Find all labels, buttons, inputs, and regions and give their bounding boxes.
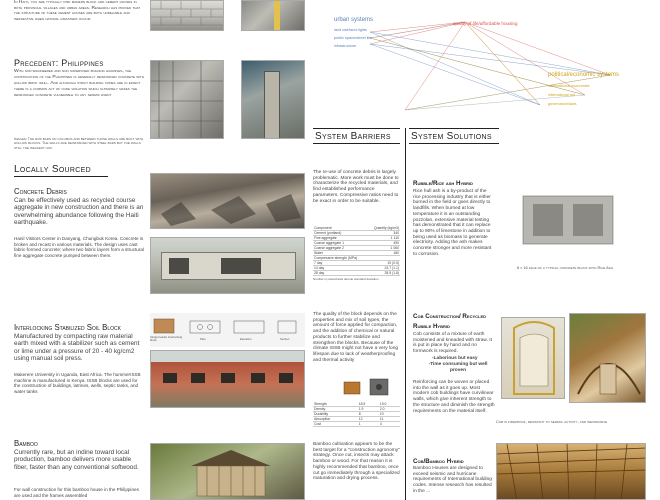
soil-photo-building [150,350,305,408]
table2-cell: 8 [358,412,379,417]
cob-bamboo-text: Bamboo Houses are designed to exceed seismic and hurricane requirements of International building codes. Intense research has resulted in the ... [413,466,492,494]
table1-cell: Fine aggregate [313,236,367,241]
cob-caption: Cob is fireproof, resistant to seismic activity, and inexpensive [496,419,608,424]
rice-text: Rice hull ash is a by-product of the rice processing industry that is either burned in the field or goes directly to landfills. When burned at low temperature it is an outstanding pozzolan, extensive material testing has demonstrated that it can replace up to 90% of limestone in addition to being used as biomass to generate electricity. Adding the ash makes concrete stronger and more resistant to corrosion. [413,189,492,257]
table1-cell: Cement (portland) [313,231,367,236]
table1-cell: 19 (0.5) [367,261,400,266]
soil-caption: Makerere University in Uganda, East Africa. The hummer!SSB machine is manufactured in Kenya. ISSB blocks are used for the construction of buildings, latrines, wells, septic tanks, and water tanks [14,372,141,394]
diagram-label-urban: urban systems [334,17,374,23]
table1-header-quantity: Quantity (kg/m3) [367,226,400,231]
bamboo-interior-photo [496,443,646,500]
table2-cell: 19.0 [379,402,400,407]
table2-cell: 12 [358,417,379,422]
soil-title: Interlocking Stabilized Soil Block [14,323,121,332]
solutions-rule-top [409,128,499,129]
bamboo-title: Bamboo [14,439,38,448]
debris-title: Concrete Debris [14,187,67,196]
table1-cell: 7 day [313,261,367,266]
table1-cell: 1 110 [367,236,400,241]
soil-lead: Manufactured by compacting raw material earth mixed with a stabilizer such as cement or lime under a pressure of 20 - 40 kg/cm2 using manual soil press. [14,333,140,363]
debris-lead: Can be effectively used as recycled course aggregate in new construction and there is an overwhelming abundance following the Haiti earthquake. [14,197,144,227]
table2-cell: 2.0 [379,407,400,412]
rice-title: Rubble/Rice ash Hybrid [413,180,473,187]
precedent-photo-reinforced [150,60,224,139]
locally-sourced-rule [14,176,108,177]
locally-sourced-title: Locally Sourced [14,164,91,175]
table2-cell: 18.5 [358,402,379,407]
debris-caption: Hanil Visitors Center in Danyang, Chungbuk Korea. Concrete is broken and recast in various materials. The design uses cast fabric-formed concrete; where two fabric layers form a structural fine aggregate concrete pumped between them. [14,236,144,258]
table2-cell: Absorption [313,417,358,422]
table1-cell: 180 [367,251,400,256]
table2-cell: Cost [313,422,358,427]
diagram-title-political: political/economic systems [548,72,620,78]
table1-cell: 14 day [313,266,367,271]
table1-cell: 28.5 (1.8) [367,271,400,276]
cob-point-1: -Laborious but easy [432,356,478,361]
cob-house-photo [501,317,565,399]
debris-photo-rubble [150,173,305,229]
diagram-item-aid: international aid [548,93,575,97]
intro-text: In Haiti, you are typically find modern block and cement houses in both provincial villages and urban areas. Research has proved that the structure of these cement houses are both unreliable and ineffective when natural disasters occur. [14,0,141,23]
debris-photo-visitor-center [150,237,305,294]
table1-cell: Compressive strength (MPa) [313,256,367,261]
barriers-title: System Barriers [315,131,391,142]
barriers-p2: The quality of the block depends on the properties and mix of soil types, the amount of force applied for compaction, and the addition of chemical or natural products to further stabilize and strengthen the blocks. Because of the climate ISSB might not have a very long lifespan due to lack of weatherproofing and thermal activity [313,312,399,363]
bamboo-lead: Currently rare, but an indine toward local production, bamboo delivers more usable fiber, faster than any conventional softwood. [14,449,139,471]
systems-diagram [310,0,660,118]
table2-cell: 1.9 [358,407,379,412]
table-row [313,422,400,427]
issb-blocks-image [340,376,400,398]
barriers-rule-bottom [313,143,400,144]
diagram-label-land: land use/land rights [334,28,367,32]
issb-test-table [313,402,400,427]
table1-cell: 340 [367,231,400,236]
table1-cell: Coarse aggregate 1 [313,241,367,246]
solutions-rule-bottom [409,143,499,144]
table2-cell: 4 [379,422,400,427]
barriers-rule-top [313,128,400,129]
bamboo-photo-house [150,443,305,500]
soil-drawing-label-3: Elevation [240,337,252,341]
table2-cell: Durability [313,412,358,417]
table1-note: Number in parenthesis denote standard deviation [313,277,379,281]
soil-drawing-label-1: Single header interlocking block [150,335,183,343]
cob-interior-photo [569,313,646,403]
table1-header-component: Component [313,226,367,231]
cob-text: Cob consists of a mixture of earth moistened and kneaded with straw. It is put in place by hand and no formwork is required. [413,332,492,355]
soil-drawing-label-4: Section [280,337,290,341]
concrete-mix-table [313,226,400,281]
rice-ash-block-photo [519,190,617,250]
table2-cell: Density [313,407,358,412]
precedent-title: Precedent: Philippines [14,58,104,68]
cob-point-2: -Time consuming but well proven [428,362,488,373]
table2-cell: 11 [379,417,400,422]
precedent-caption: Images: The rod bars on columns and between those walls are built with hollow blocks. The walls are reinforced with steel bars but the walls still the weakest link [14,137,144,150]
barriers-p1: The re-use of concrete debris is largely problematic. More work must be done to characterize the recycled materials, and find established performance parameters. Compressive ratios need to be exact in order to be suitable. [313,170,399,204]
table1-cell: Coarse aggregate 2 [313,246,367,251]
intro-photo-column [241,0,305,31]
cob-bamboo-title: Cob/Bamboo Hybrid [413,458,464,465]
rice-caption: 8 x 16 face of a typical concrete block with Rice Ash [517,265,613,270]
precedent-text: With non-engineered and non supervised building examples, the construction of the Philippines is generally reinforced concrete with hollow brick infill. And although strict building codes are in effect there is a common act of code violation which ultimately makes the reinforced concrete vulnerable to any seismic event [14,69,144,98]
table1-cell: Water [313,251,367,256]
block-wall-icon [151,1,224,31]
soil-block-drawings [150,313,305,347]
table1-cell: 1 060 [367,246,400,251]
diagram-item-economies: national/local economies [548,84,590,88]
table1-cell: 490 [367,241,400,246]
diagram-item-governance: governance/laws [548,102,577,106]
cob-title: Cob Construction/ Recycled Rubble Hybrid [413,313,487,330]
soil-drawing-label-2: Plan [200,337,206,341]
table1-cell: 28 day [313,271,367,276]
table2-cell: Strength [313,402,358,407]
diagram-label-quality: quality of life/affordable housing [453,21,518,26]
table-row [313,271,400,276]
table1-cell: 24.7 (1.1) [367,266,400,271]
barriers-p3: Bamboo cultivation appears to be the best target for a "construction agronomy" strategy. Once cut, insects may attack bamboo or wood. For that reason it is highly recommended that bamboo, once cut go immediately through a specialized maturation and drying process. [313,442,400,482]
solutions-title: System Solutions [411,131,492,142]
diagram-label-public: public space/street life [334,36,372,40]
column-divider [405,128,406,500]
bamboo-caption: For wall construction for this bamboo house in the Philippines are used and the frames assembled [14,487,139,498]
table2-cell: 1 [358,422,379,427]
intro-photo-block-wall [150,0,224,31]
precedent-photo-column [241,60,305,139]
table2-cell: 10 [379,412,400,417]
diagram-label-infra: infrastructure [334,44,357,48]
cob-text-2: Reinforcing can be woven or placed into the wall as it goes up. Most modern cob buildings have curvilinear walls, which give inherent strength to the structure and diminish the strength requirements on the material itself. [413,380,495,414]
